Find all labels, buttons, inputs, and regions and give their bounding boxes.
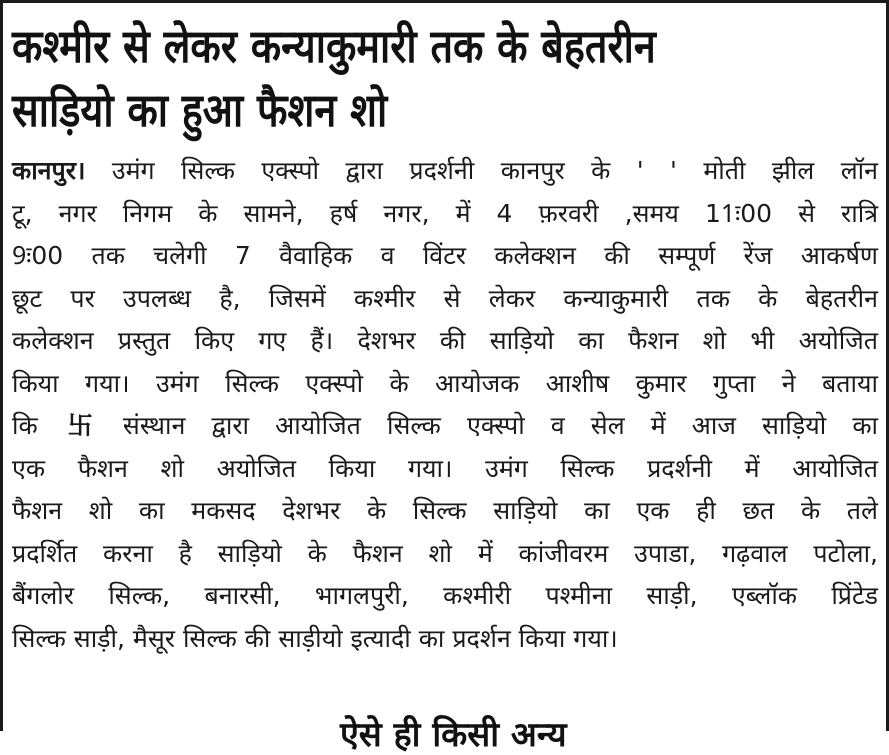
article-headline (12, 14, 757, 142)
body-line-11: बैंगलोर सिल्क, बनारसी, भागलपुरी, कश्मीरी पश्मीना साड़ी, एब्लॉक प्रिंटेड (12, 581, 878, 610)
body-line-3: 9ः00 तक चलेगी 7 वैवाहिक व विंटर कलेक्शन की सम्पूर्ण रेंज आकर्षण (12, 241, 878, 270)
clipping-border-top (0, 0, 889, 3)
body-line-9: फैशन शो का मकसद देशभर के सिल्क साड़ियो का एक ही छत के तले (12, 496, 878, 525)
headline-line-1: कश्मीर से लेकर कन्याकुमारी तक के बेहतरीन (12, 19, 656, 73)
body-line-10: प्रदर्शित करना है साड़ियो के फैशन शो में कांजीवरम उपाडा, गढ़वाल पटोला, (12, 538, 878, 568)
body-line-5: कलेक्शन प्रस्तुत किए गए हैं। देशभर की साड़ियो का फैशन शो भी अयोजित (12, 326, 878, 355)
body-line-4: छूट पर उपलब्ध है, जिसमें कश्मीर से लेकर कन्याकुमारी तक के बेहतरीन (12, 283, 878, 313)
body-line-6: किया गया। उमंग सिल्क एक्स्पो के आयोजक आशीष कुमार गुप्ता ने बताया (12, 368, 878, 398)
body-line-1-text: उमंग सिल्क एक्स्पो द्वारा प्रदर्शनी कानपुर के ' ' मोती झील लॉन (111, 156, 878, 185)
body-line-7 (12, 405, 878, 448)
body-line-7-prefix: कि (12, 411, 38, 440)
body-line-1 (12, 150, 878, 193)
swastika-symbol: 卐 (67, 411, 93, 440)
clipping-border-left (0, 0, 3, 731)
body-line-12: सिल्क साड़ी, मैसूर सिल्क की साड़ीयो इत्यादी का प्रदर्शन किया गया। (12, 623, 618, 653)
cut-off-next-headline: ऐसे ही किसी अन्य (340, 715, 567, 755)
headline-line-2: साड़ियो का हुआ फैशन शो (12, 83, 388, 137)
dateline: कानपुर। (12, 156, 86, 185)
body-line-8: एक फैशन शो अयोजित किया गया। उमंग सिल्क प्रदर्शनी में आयोजित (12, 453, 878, 483)
article-body (12, 150, 878, 660)
body-line-7-text: संस्थान द्वारा आयोजित सिल्क एक्स्पो व सेल में आज साड़ियो का (122, 411, 878, 440)
body-line-2: टू, नगर निगम के सामने, हर्ष नगर, में 4 फ़रवरी ,समय 11ः00 से रात्रि (12, 198, 878, 228)
